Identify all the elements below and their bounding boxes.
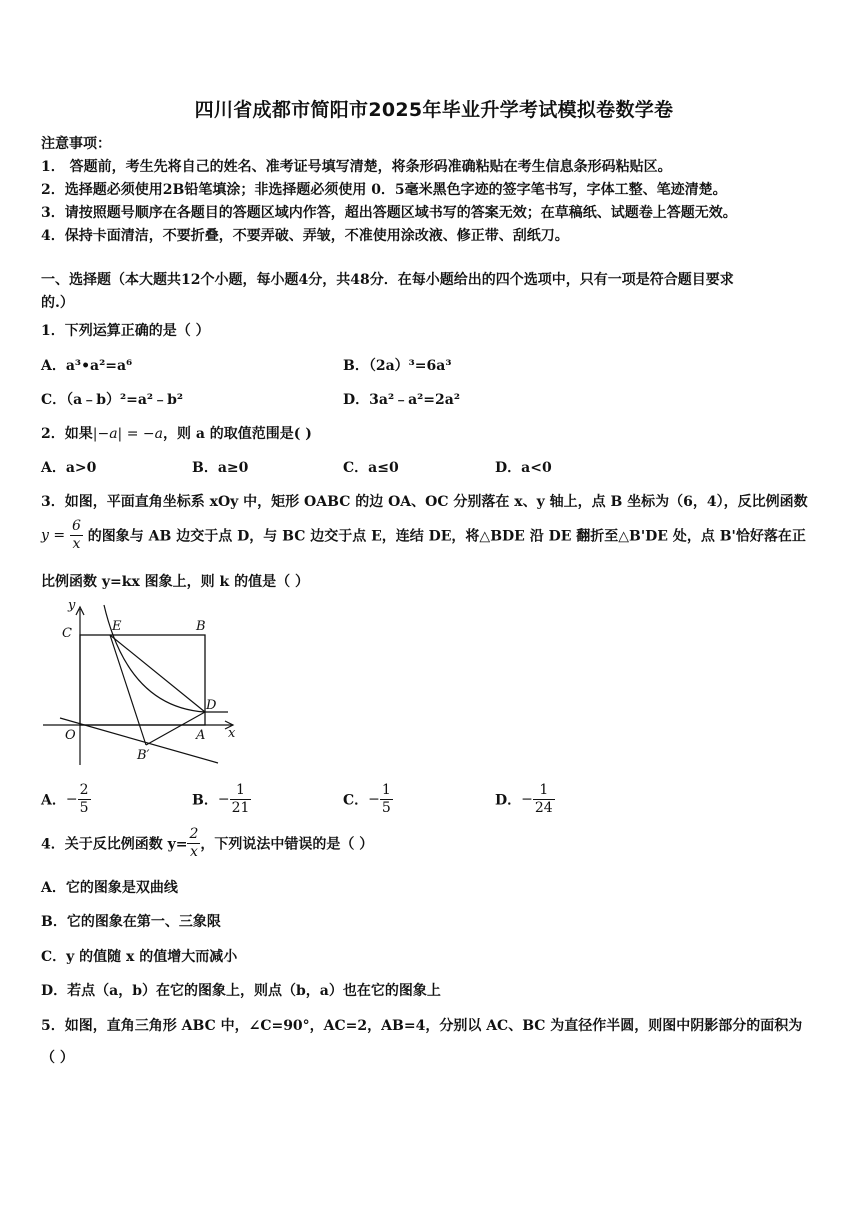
q3-y-eq: y = (41, 527, 66, 544)
q3-line3: 比例函数 y=kx 图象上，则 k 的值是（ ） (41, 574, 309, 590)
note-item-3: 3．请按照题号顺序在各题目的答题区域内作答，超出答题区域书写的答案无效；在草稿纸、试题卷上答题无效。 (41, 205, 737, 221)
q3-line2: 的图象与 AB 边交于点 D，与 BC 边交于点 E，连结 DE，将△BDE 沿 DE 翻折至△B'DE 处，点 B'恰好落在正 (87, 528, 806, 545)
note-item-4: 4．保持卡面清洁，不要折叠，不要弄破、弄皱，不准使用涂改液、修正带、刮纸刀。 (41, 228, 569, 244)
q3-option-d: D．− $\frac{1}{24}$ (495, 782, 553, 816)
label-d: D (206, 698, 217, 713)
label-b-prime: B′ (137, 748, 150, 763)
q3-fraction (70, 518, 83, 553)
q3-option-b-fraction: $\frac{1}{21}$ (231, 782, 250, 816)
q4-option-b: B．它的图象在第一、三象限 (41, 914, 221, 930)
q3-option-a-fraction: $\frac{2}{5}$ (79, 782, 89, 816)
q2-stem-post: ，则 a 的取值范围是( ) (162, 426, 312, 442)
q3-line1: 3．如图，平面直角坐标系 xOy 中，矩形 OABC 的边 OA、OC 分别落在 x、y 轴上，点 B 坐标为（6，4），反比例函数 (41, 494, 808, 510)
label-a: A (196, 728, 206, 743)
q3-option-d-fraction: $\frac{1}{24}$ (534, 782, 553, 816)
label-c: C (62, 626, 72, 641)
section-heading-line1: 一、选择题（本大题共12个小题，每小题4分，共48分．在每小题给出的四个选项中，只有一项是符合题目要求 (41, 272, 734, 288)
rectangle-oabc (80, 635, 205, 725)
notes-heading: 注意事项： (41, 136, 111, 152)
note-item-1: 1． 答题前，考生先将自己的姓名、准考证号填写清楚，将条形码准确粘贴在考生信息条形码粘贴区。 (41, 159, 672, 175)
q3-option-b: B．− $\frac{1}{21}$ (192, 782, 250, 816)
segment-eb-prime (110, 635, 146, 745)
label-b: B (196, 619, 206, 634)
q2-option-a: A．a>0 (41, 460, 97, 476)
q4-fraction: $\frac{2}{x}$ (189, 826, 199, 860)
q4-stem-pre: 4．关于反比例函数 y= (41, 836, 188, 853)
q4-stem (41, 826, 373, 861)
q1-option-d: D．3a²﹣a²=2a² (343, 392, 460, 408)
q3-frac-den: x (72, 536, 81, 552)
q4-option-d: D．若点（a，b）在它的图象上，则点（b，a）也在它的图象上 (41, 983, 441, 999)
q3-line2-wrap (41, 518, 806, 553)
segment-de (110, 635, 205, 712)
q3-frac-num: 6 (71, 518, 81, 534)
q2-stem-pre: 2．如果 (41, 426, 93, 442)
q3-option-a: A．− $\frac{2}{5}$ (41, 782, 89, 816)
q2-option-b: B．a≥0 (192, 460, 249, 476)
q3-figure (38, 595, 248, 770)
note-item-2: 2．选择题必须使用2B铅笔填涂；非选择题必须使用 0．5毫米黑色字迹的签字笔书写，字体工整、笔迹清楚。 (41, 182, 727, 198)
label-e: E (112, 619, 122, 634)
q4-stem-post: ，下列说法中错误的是（ ） (200, 836, 374, 853)
label-o: O (65, 728, 76, 743)
hyperbola-curve (104, 605, 228, 712)
label-y: y (68, 598, 76, 613)
q5-line2: （ ） (41, 1050, 74, 1066)
label-x: x (228, 726, 236, 741)
q1-option-b: B．（2a）³=6a³ (343, 358, 452, 374)
q1-stem: 1．下列运算正确的是（ ） (41, 323, 210, 339)
page-title: 四川省成都市简阳市2025年毕业升学考试模拟卷数学卷 (194, 99, 674, 121)
q5-line1: 5．如图，直角三角形 ABC 中，∠C=90°，AC=2，AB=4，分别以 AC、BC 为直径作半圆，则图中阴影部分的面积为 (41, 1018, 803, 1034)
section-heading-line2: 的.） (41, 295, 74, 311)
q3-option-c: C．− $\frac{1}{5}$ (343, 782, 391, 816)
q3-option-c-fraction: $\frac{1}{5}$ (381, 782, 391, 816)
q4-option-a: A．它的图象是双曲线 (41, 880, 178, 896)
q4-option-c: C．y 的值随 x 的值增大而减小 (41, 949, 238, 965)
q1-option-a: A．a³•a²=a⁶ (41, 358, 133, 374)
q1-option-c: C．（a﹣b）²=a²﹣b² (41, 392, 183, 408)
q2-stem (41, 423, 312, 443)
q2-option-d: D．a<0 (495, 460, 552, 476)
q2-option-c: C．a≤0 (343, 460, 399, 476)
q2-expression: |−a| = −a (92, 426, 163, 442)
